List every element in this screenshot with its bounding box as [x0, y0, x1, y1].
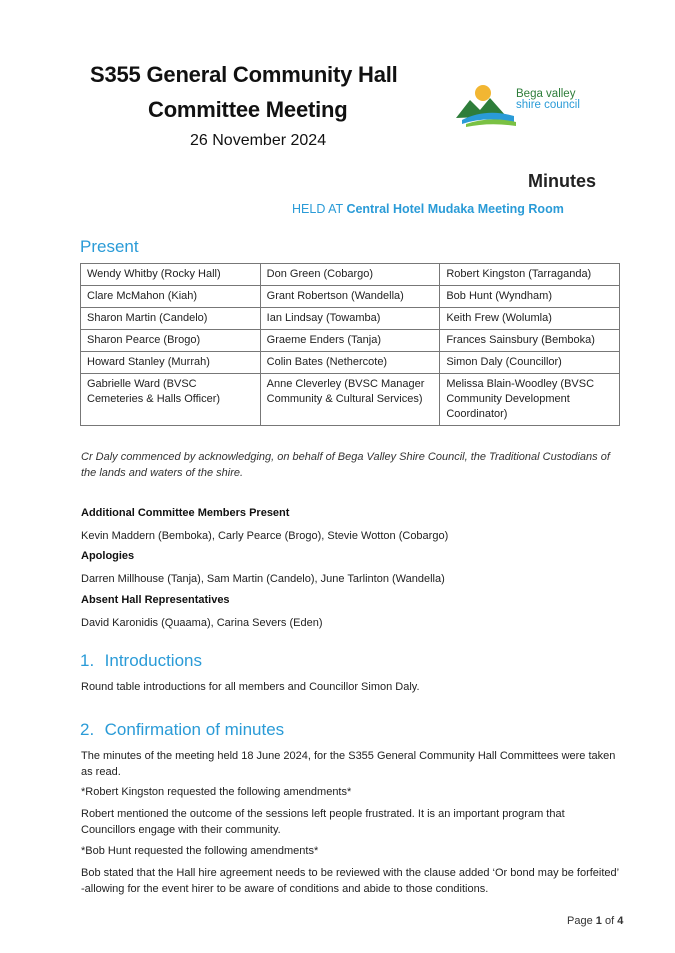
present-heading: Present: [80, 237, 139, 256]
attendee-cell: Graeme Enders (Tanja): [260, 330, 440, 352]
attendee-cell: Grant Robertson (Wandella): [260, 286, 440, 308]
meeting-date: 26 November 2024: [190, 132, 327, 149]
attendee-cell: Howard Stanley (Murrah): [81, 352, 261, 374]
attendance-row: [81, 308, 620, 330]
attendee-cell: Bob Hunt (Wyndham): [440, 286, 620, 308]
apologies-heading: Apologies: [81, 550, 135, 562]
confirmation-paragraph-2: *Robert Kingston requested the following amendments*: [81, 786, 352, 798]
logo-mountains-icon: [456, 82, 516, 127]
introductions-text: Round table introductions for all members and Councillor Simon Daly.: [81, 681, 420, 693]
held-at-venue: Central Hotel Mudaka Meeting Room: [346, 202, 564, 216]
attendee-cell: Clare McMahon (Kiah): [81, 286, 261, 308]
additional-members-heading: Additional Committee Members Present: [81, 507, 290, 519]
attendance-row: [81, 352, 620, 374]
confirmation-paragraph-3: Robert mentioned the outcome of the sessions left people frustrated. It is an important program that Councillors engage with their community.: [81, 808, 565, 836]
section-title: Confirmation of minutes: [104, 720, 285, 739]
attendance-row: [81, 330, 620, 352]
section-introductions-heading: [80, 651, 202, 671]
confirmation-paragraph-5: Bob stated that the Hall hire agreement needs to be reviewed with the clause added ‘Or bond may be forfeited’ -allowing for the event hirer to be aware of conditions and abide to those conditions.: [81, 867, 619, 895]
attendee-cell: Anne Cleverley (BVSC Manager Community & Cultural Services): [260, 374, 440, 426]
attendance-row: [81, 374, 620, 426]
confirmation-paragraph-4: *Bob Hunt requested the following amendments*: [81, 845, 319, 857]
document-type: Minutes: [528, 171, 597, 191]
section-number: 1.: [80, 651, 95, 670]
attendee-cell: Sharon Martin (Candelo): [81, 308, 261, 330]
logo-text-line1: Bega valley: [516, 88, 576, 100]
attendance-table: [80, 263, 620, 426]
attendee-cell: Keith Frew (Wolumla): [440, 308, 620, 330]
page-current: 1: [595, 915, 602, 927]
document-title-line2: Committee Meeting: [148, 97, 348, 122]
attendee-cell: Simon Daly (Councillor): [440, 352, 620, 374]
attendee-cell: Colin Bates (Nethercote): [260, 352, 440, 374]
confirmation-paragraph-1: The minutes of the meeting held 18 June 2024, for the S355 General Community Hall Committees were taken as read.: [81, 750, 616, 778]
absent-list: David Karonidis (Quaama), Carina Severs (Eden): [81, 617, 323, 629]
attendee-cell: Sharon Pearce (Brogo): [81, 330, 261, 352]
page-number-footer: [567, 915, 623, 927]
section-title: Introductions: [104, 651, 202, 670]
attendee-cell: Don Green (Cobargo): [260, 264, 440, 286]
document-title-line1: S355 General Community Hall: [90, 62, 398, 87]
attendee-cell: Gabrielle Ward (BVSC Cemeteries & Halls Officer): [81, 374, 261, 426]
section-number: 2.: [80, 720, 95, 739]
logo-text-line2: shire council: [516, 99, 580, 111]
attendance-row: [81, 264, 620, 286]
apologies-list: Darren Millhouse (Tanja), Sam Martin (Candelo), June Tarlinton (Wandella): [81, 573, 445, 585]
of-word: of: [604, 915, 615, 927]
attendance-row: [81, 286, 620, 308]
attendee-cell: Ian Lindsay (Towamba): [260, 308, 440, 330]
attendee-cell: Robert Kingston (Tarraganda): [440, 264, 620, 286]
attendee-cell: Wendy Whitby (Rocky Hall): [81, 264, 261, 286]
additional-members-list: Kevin Maddern (Bemboka), Carly Pearce (Brogo), Stevie Wotton (Cobargo): [81, 530, 449, 542]
section-confirmation-heading: [80, 720, 284, 740]
page-word: Page: [567, 915, 593, 927]
acknowledgement-of-country: Cr Daly commenced by acknowledging, on behalf of Bega Valley Shire Council, the Traditional Custodians of the lands and waters of the shire.: [81, 451, 610, 479]
page-total: 4: [617, 915, 624, 927]
attendee-cell: Melissa Blain-Woodley (BVSC Community Development Coordinator): [440, 374, 620, 426]
held-at-line: [292, 202, 564, 216]
held-at-prefix: HELD AT: [292, 202, 343, 216]
absent-heading: Absent Hall Representatives: [81, 594, 230, 606]
bega-valley-logo: [456, 80, 606, 128]
attendee-cell: Frances Sainsbury (Bemboka): [440, 330, 620, 352]
